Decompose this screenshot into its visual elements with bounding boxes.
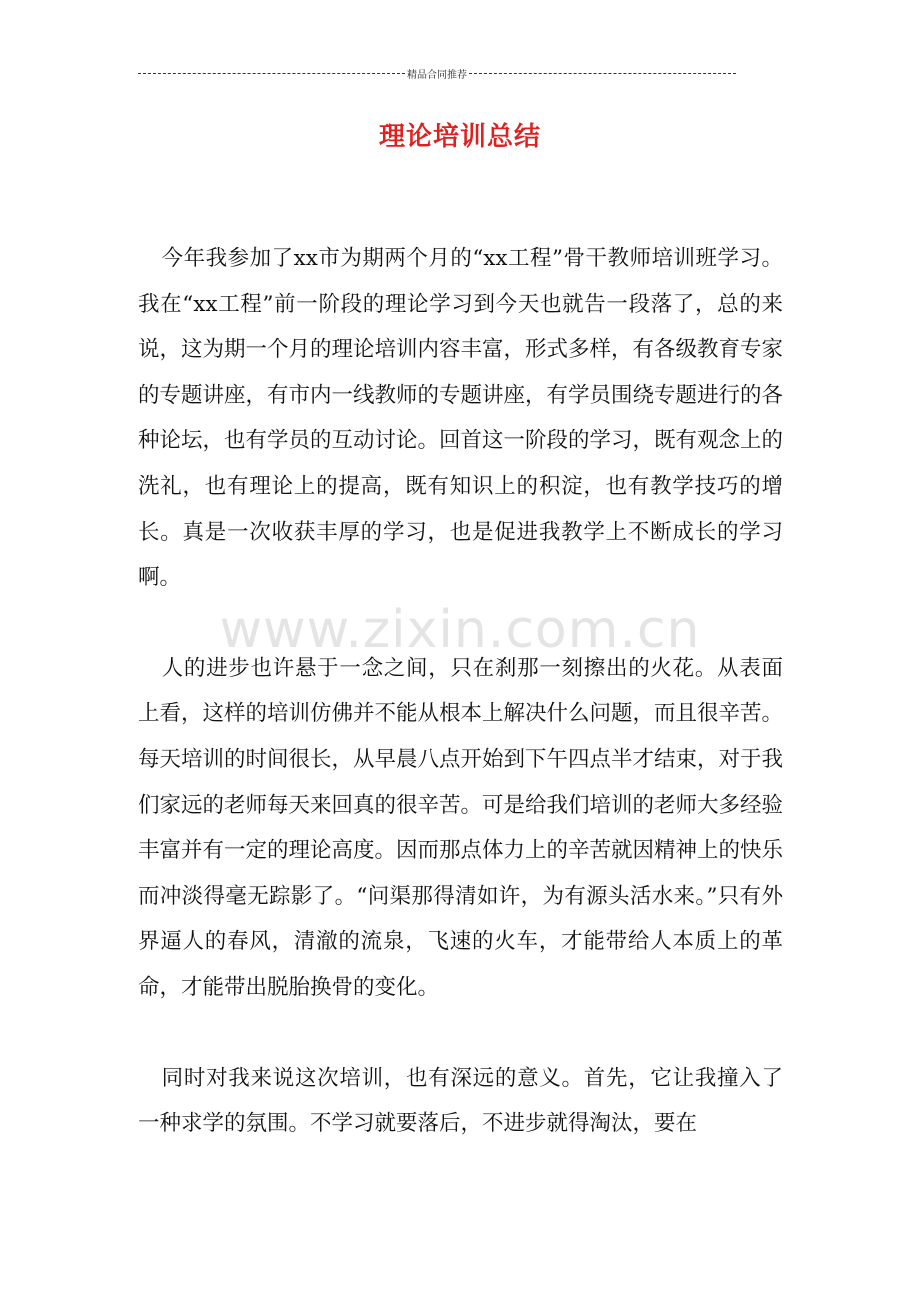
header-dash-right	[469, 73, 736, 74]
document-body	[138, 236, 783, 1147]
header-dash-left	[138, 73, 405, 74]
header-label: 精品合同推荐	[407, 69, 467, 81]
paragraph-1: 今年我参加了xx市为期两个月的“xx工程”骨干教师培训班学习。我在“xx工程”前一阶段的理论学习到今天也就告一段落了，总的来说，这为期一个月的理论培训内容丰富，形式多样，有各级教育专家的专题讲座，有市内一线教师的专题讲座，有学员围绕专题进行的各种论坛，也有学员的互动讨论。回首这一阶段的学习，既有观念上的洗礼，也有理论上的提高，既有知识上的积淀，也有教学技巧的增长。真是一次收获丰厚的学习，也是促进我教学上不断成长的学习啊。	[138, 246, 784, 591]
watermark: www.zixin.com.cn	[219, 600, 701, 660]
paragraph-3: 同时对我来说这次培训，也有深远的意义。首先，它让我撞入了一种求学的氛围。不学习就要落后，不进步就得淘汰，要在	[138, 1065, 783, 1137]
document-title: 理论培训总结	[378, 122, 541, 152]
paragraph-2: 人的进步也许悬于一念之间，只在刹那一刻擦出的火花。从表面上看，这样的培训仿佛并不能从根本上解决什么问题，而且很辛苦。每天培训的时间很长，从早晨八点开始到下午四点半才结束，对于我们家远的老师每天来回真的很辛苦。可是给我们培训的老师大多经验丰富并有一定的理论高度。因而那点体力上的辛苦就因精神上的快乐而冲淡得毫无踪影了。“问渠那得清如许，为有源头活水来。”只有外界逼人的春风，清澈的流泉，飞速的火车，才能带给人本质上的革命，才能带出脱胎换骨的变化。	[138, 655, 784, 1000]
page-header	[138, 66, 736, 80]
